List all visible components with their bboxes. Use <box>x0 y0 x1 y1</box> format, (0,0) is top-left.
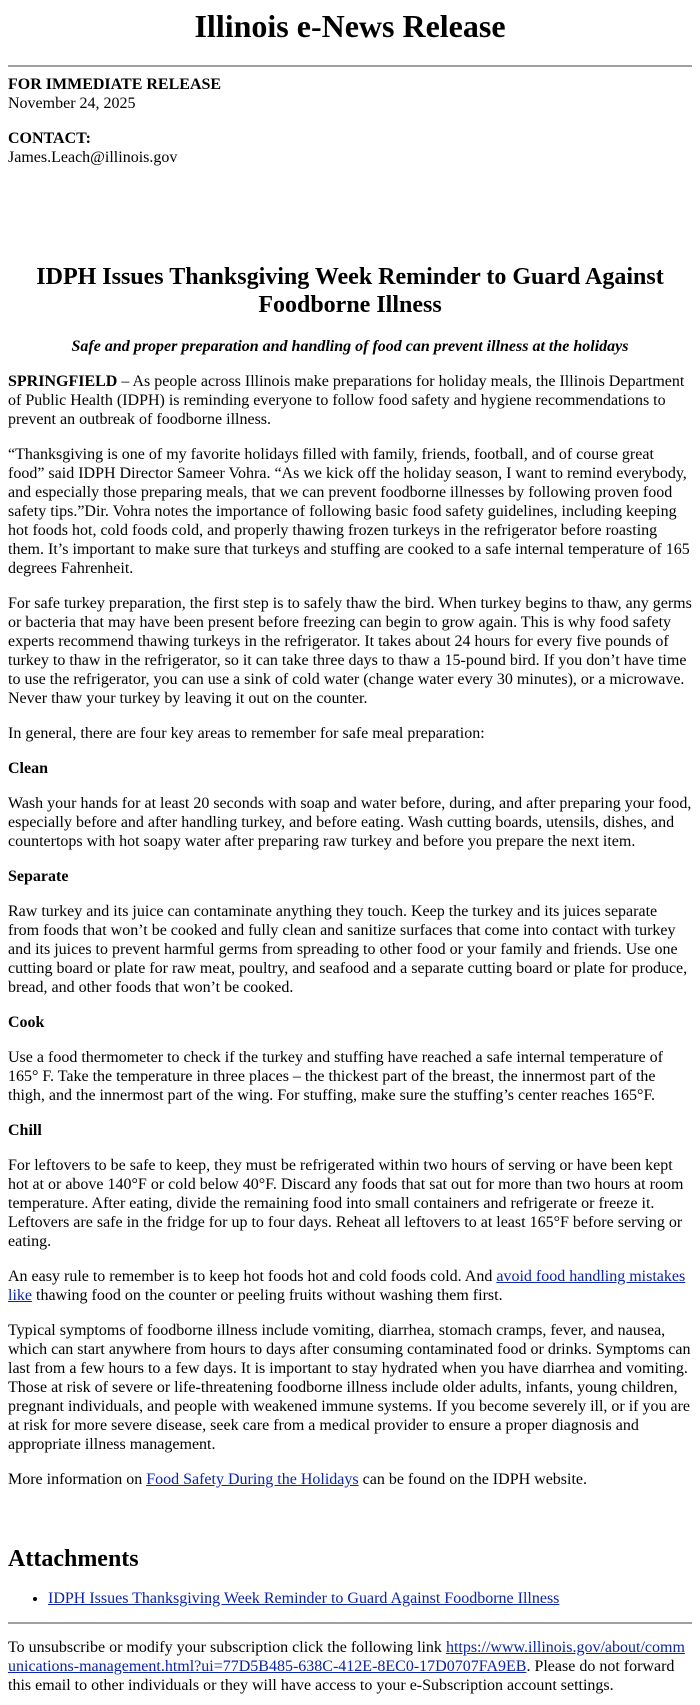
section-heading-clean: Clean <box>8 760 48 777</box>
attachments-heading: Attachments <box>8 1546 139 1572</box>
release-meta <box>8 75 692 167</box>
paragraph-text: thawing food on the counter or peeling fruits without washing them first. <box>32 1287 503 1304</box>
section-heading-chill: Chill <box>8 1122 42 1139</box>
spacer <box>8 183 692 263</box>
paragraph-text: can be found on the IDPH website. <box>358 1471 588 1488</box>
section-heading-cook: Cook <box>8 1014 45 1031</box>
paragraph-text: – As people across Illinois make preparations for holiday meals, the Illinois Department of Public Health (IDPH) is reminding everyone to follow food safety and hygiene recommendations to prevent an outbreak of foodborne illness. <box>8 373 685 428</box>
footer-divider <box>8 1622 692 1624</box>
paragraph-text: An easy rule to remember is to keep hot foods hot and cold foods cold. And <box>8 1268 497 1285</box>
easy-rule-paragraph <box>8 1267 692 1305</box>
article-paragraph <box>8 372 692 429</box>
section-text-chill: For leftovers to be safe to keep, they must be refrigerated within two hours of serving or have been kept hot at or above 140°F or cold below 40°F. Discard any foods that sat out for more than two hours at room temperature. After eating, divide the remaining food into small containers and refrigerate or freeze it. Leftovers are safe in the fridge for up to four days. Reheat all leftovers to at least 165°F before serving or eating. <box>8 1157 684 1250</box>
section-text-clean: Wash your hands for at least 20 seconds with soap and water before, during, and after preparing your food, especially before and after handling turkey, and before eating. Wash cutting boards, utensils, dishes, and countertops with hot soapy water after preparing raw turkey and before you prepare the next item. <box>8 795 692 850</box>
dateline: SPRINGFIELD <box>8 373 118 390</box>
article-paragraph: For safe turkey preparation, the first step is to safely thaw the bird. When turkey begins to thaw, any germs or bacteria that may have been present before freezing can begin to grow again. This is why food safety experts recommend thawing turkeys in the refrigerator. It takes about 24 hours for every five pounds of turkey to thaw in the refrigerator, so it can take three days to thaw a 15-pound bird. If you don’t have time to use the refrigerator, you can use a sink of cold water (change water every 30 minutes), or a microwave. Never thaw your turkey by leaving it out on the counter. <box>8 595 692 707</box>
symptoms-paragraph: Typical symptoms of foodborne illness include vomiting, diarrhea, stomach cramps, fever, and nausea, which can start anywhere from hours to days after consuming contaminated food or drinks. Symptoms can last from a few hours to a few days. It is important to stay hydrated when you have diarrhea and vomiting. Those at risk of severe or life-threatening foodborne illness include older adults, infants, young children, pregnant individuals, and people with weakened immune systems. If you become severely ill, or if you are at risk for more severe disease, seek care from a medical provider to ensure a proper diagnosis and appropriate illness management. <box>8 1322 691 1453</box>
paragraph-text: More information on <box>8 1471 147 1488</box>
contact-email: James.Leach@illinois.gov <box>8 149 178 166</box>
attachment-link[interactable]: IDPH Issues Thanksgiving Week Reminder to Guard Against Foodborne Illness <box>48 1590 560 1607</box>
article-subheadline: Safe and proper preparation and handling of food can prevent illness at the holidays <box>71 338 629 355</box>
unsubscribe-notice <box>8 1638 692 1695</box>
food-safety-holidays-link[interactable]: Food Safety During the Holidays <box>146 1471 359 1488</box>
more-info-paragraph <box>8 1470 692 1489</box>
release-date: November 24, 2025 <box>8 95 136 112</box>
attachment-item <box>48 1589 692 1608</box>
header-divider <box>8 65 692 67</box>
section-text-separate: Raw turkey and its juice can contaminate anything they touch. Keep the turkey and its juices separate from foods that won’t be cooked and fully clean and sanitize surfaces that come into contact with turkey and its juices to prevent harmful germs from spreading to other food or your family and friends. Use one cutting board or plate for raw meat, poultry, and seafood and a separate cutting board or plate for produce, bread, and other foods that won’t be cooked. <box>8 903 688 996</box>
food-handling-mistakes-link[interactable]: avoid food handling mistakes like <box>8 1268 686 1304</box>
contact-block <box>8 129 692 167</box>
contact-label: CONTACT: <box>8 130 91 147</box>
section-heading-separate: Separate <box>8 868 69 885</box>
attachments-list <box>8 1589 692 1608</box>
section-text-cook: Use a food thermometer to check if the turkey and stuffing have reached a safe internal temperature of 165° F. Take the temperature in three places – the thickest part of the breast, the innermost part of the thigh, and the innermost part of the wing. For stuffing, make sure the stuffing’s center reaches 165°F. <box>8 1049 663 1104</box>
spacer <box>8 1505 692 1545</box>
footer-text: . Please do not forward this email to other individuals or they will have access to your e-Subscription account settings. <box>8 1658 675 1694</box>
release-block <box>8 75 692 113</box>
footer-text: To unsubscribe or modify your subscription click the following link <box>8 1639 446 1656</box>
release-label: FOR IMMEDIATE RELEASE <box>8 76 222 93</box>
page-title: Illinois e-News Release <box>194 8 506 44</box>
article-paragraph: In general, there are four key areas to remember for safe meal preparation: <box>8 725 485 742</box>
subscription-management-link[interactable]: https://www.illinois.gov/about/communications-management.html?ui=77D5B485-638C-412E-8EC0-17D0707FA9EB <box>8 1639 685 1675</box>
article-headline: IDPH Issues Thanksgiving Week Reminder to Guard Against Foodborne Illness <box>36 264 664 318</box>
article-paragraph: “Thanksgiving is one of my favorite holidays filled with family, friends, football, and of course great food” said IDPH Director Sameer Vohra. “As we kick off the holiday season, I want to remind everybody, and especially those preparing meals, that we can prevent foodborne illnesses by following proven food safety tips.”Dir. Vohra notes the importance of following basic food safety guidelines, including keeping hot foods hot, cold foods cold, and properly thawing frozen turkeys in the refrigerator before roasting them. It’s important to make sure that turkeys and stuffing are cooked to a safe internal temperature of 165 degrees Fahrenheit. <box>8 446 690 577</box>
